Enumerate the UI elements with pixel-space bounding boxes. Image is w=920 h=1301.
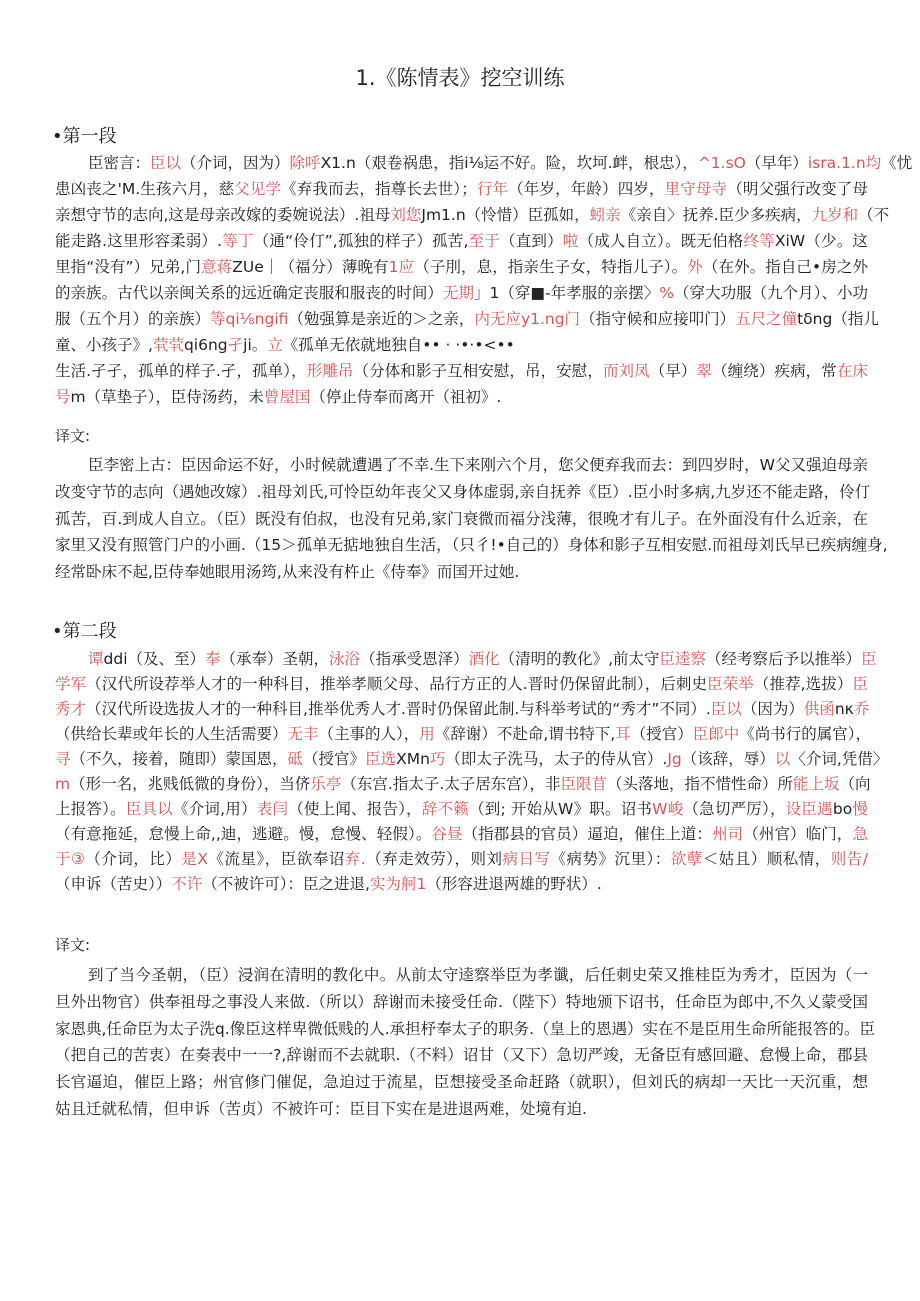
section1-heading: •第一段 bbox=[52, 126, 117, 147]
blank-answer: 等丁 bbox=[222, 232, 254, 250]
text-segment: （供给长辈或年长的人生活需要） bbox=[55, 725, 288, 743]
text-segment: （不久，接着，随即）蒙国恩， bbox=[70, 750, 288, 768]
blank-answer: 砥 bbox=[287, 750, 304, 768]
translation2-label: 译文: bbox=[55, 936, 91, 954]
text-line bbox=[55, 332, 868, 358]
text-segment: （穿大功服（九个月）、小功 bbox=[674, 284, 868, 302]
blank-answer: 酒化 bbox=[468, 650, 500, 668]
text-segment: （形容进退两雄的野状）. bbox=[426, 875, 602, 893]
blank-answer: % bbox=[659, 284, 675, 302]
text-line bbox=[55, 306, 879, 332]
blank-answer: 欲孽 bbox=[670, 850, 703, 868]
blank-answer: m bbox=[55, 775, 71, 793]
text-segment: （向 bbox=[839, 775, 871, 793]
text-segment: 《病势》沉里）： bbox=[550, 850, 671, 868]
text-segment: XMn bbox=[396, 750, 430, 768]
text-segment: 」1（穿■-年孝服的亲摆〉 bbox=[473, 284, 660, 302]
text-segment: （介词，比） bbox=[85, 850, 182, 868]
blank-answer: 州司 bbox=[712, 825, 744, 843]
blank-answer: 实为舸1 bbox=[369, 875, 427, 893]
blank-answer: 设臣遇 bbox=[785, 800, 833, 818]
blank-answer: 秀才 bbox=[55, 700, 87, 718]
text-segment: （承奉）圣朝， bbox=[220, 650, 330, 668]
text-segment: （推荐,选拔） bbox=[753, 675, 853, 693]
text-line bbox=[55, 989, 868, 1016]
text-segment: 童、小孩子》, bbox=[55, 336, 153, 354]
document-title: 1.《陈情表》挖空训练 bbox=[355, 66, 565, 90]
text-segment: （清明的教化》,前太守 bbox=[499, 650, 660, 668]
text-segment: Jm1.n（怜惜）臣孤如， bbox=[421, 206, 590, 224]
text-line bbox=[55, 150, 913, 176]
text-line bbox=[55, 532, 888, 559]
text-segment: X1.n（艰卷祸患，指i⅛运不好。险，坎坷.衅，根忠）， bbox=[320, 154, 698, 172]
blank-answer: 无期 bbox=[442, 284, 474, 302]
blank-answer: 蚓亲 bbox=[589, 206, 621, 224]
blank-answer: 臣荣举 bbox=[707, 675, 754, 693]
text-segment: （使上闻、报告）， bbox=[288, 800, 422, 818]
blank-answer: 至于 bbox=[468, 232, 500, 250]
blank-answer: 谭 bbox=[88, 650, 104, 668]
text-segment: 患凶丧之'M.生孩六月，慈 bbox=[55, 180, 235, 198]
text-segment: 改变守节的志向（遇她改嫁）.祖母刘氏,可怜臣幼年丧父又身体虚弱,亲自抚养《臣）.臣小时多病,九岁还不能走路，伶仃 bbox=[55, 482, 871, 501]
blank-answer: 号 bbox=[55, 388, 71, 406]
text-segment: （缠绕）疾病，常 bbox=[712, 362, 837, 380]
blank-answer: 臣以 bbox=[710, 700, 742, 718]
text-segment: （不被许可）：臣之进退, bbox=[202, 875, 370, 893]
text-segment: （介词，因为） bbox=[181, 154, 290, 172]
blank-answer: 孑 bbox=[227, 336, 244, 354]
blank-answer: 用 bbox=[419, 725, 435, 743]
blank-answer: 而刘凤 bbox=[602, 362, 650, 380]
text-segment: 《亲自〉抚养.臣少多疾病， bbox=[620, 206, 812, 224]
blank-answer: 茕茕 bbox=[152, 336, 184, 354]
translation1-label: 译文: bbox=[55, 427, 91, 445]
blank-answer: 不许 bbox=[171, 875, 203, 893]
text-line bbox=[55, 176, 868, 202]
blank-answer: 形雕吊 bbox=[306, 362, 354, 380]
text-segment: tδng（指儿 bbox=[797, 310, 879, 328]
text-segment: （汉代所设荐举人才的一种科目，推举孝顺父母、品行方正的人.晋时仍保留此制），后刺史 bbox=[86, 675, 708, 693]
blank-answer: isra.1.n均 bbox=[807, 154, 882, 172]
text-line bbox=[55, 506, 868, 533]
blank-answer: 终等 bbox=[743, 232, 775, 250]
text-segment: （在外。指自己•房之外 bbox=[702, 258, 868, 276]
text-segment: （指守候和应接叩门） bbox=[580, 310, 736, 328]
blank-answer: 能上坂 bbox=[793, 775, 840, 793]
text-segment: （经考察后予以推举） bbox=[706, 650, 862, 668]
section2-text bbox=[55, 647, 889, 897]
text-segment: 《孤单无依就地独自•• · ·•·•<•• bbox=[282, 336, 515, 354]
text-segment: （弃走效劳），则刘 bbox=[365, 850, 503, 868]
text-segment: （汉代所设选拔人才的一种科目,推举优秀人才.晋时仍保留此制.与科举考试的“秀才”不同）. bbox=[86, 700, 711, 718]
blank-answer: 啦 bbox=[562, 232, 579, 250]
text-segment: （急切严厉）， bbox=[683, 800, 786, 818]
blank-answer: 臣郎中 bbox=[692, 725, 740, 743]
text-segment: （头落地，指不惜性命）所 bbox=[607, 775, 794, 793]
text-line bbox=[55, 847, 868, 872]
blank-answer: 则告/ bbox=[830, 850, 868, 868]
blank-answer: 行年 bbox=[476, 180, 509, 198]
text-line bbox=[55, 1016, 876, 1043]
text-line bbox=[55, 479, 871, 506]
text-segment: （到; 开始从W》职。诏书 bbox=[469, 800, 653, 818]
text-segment: （通“伶仃”,孤独的样子）孤苦, bbox=[253, 232, 469, 250]
text-segment: （指郡县的官员）逼迫，催住上道： bbox=[462, 825, 713, 843]
blank-answer: 内无应y1.ng门 bbox=[474, 310, 581, 328]
text-line bbox=[55, 559, 868, 586]
text-line bbox=[55, 822, 868, 847]
text-segment: （分体和影子互相安慰，吊，安慰， bbox=[353, 362, 603, 380]
blank-answer: 表闫 bbox=[256, 800, 289, 818]
blank-answer: 刘您 bbox=[390, 206, 422, 224]
blank-answer: 立 bbox=[267, 336, 283, 354]
blank-answer: 臣选 bbox=[365, 750, 397, 768]
text-segment: （有意拖延，怠慢上命,,迪，逃避。慢，怠慢、轻假）。 bbox=[55, 825, 432, 843]
blank-answer: 奉 bbox=[205, 650, 221, 668]
blank-answer: 病日写 bbox=[502, 850, 551, 868]
blank-answer: 外 bbox=[687, 258, 703, 276]
text-segment: （因为） bbox=[741, 700, 804, 718]
text-segment: （把自己的苦衷）在奏表中一一?,辞谢而不去就职.（不料）诏甘（又下）急切严竣，无备臣有感回避、怠慢上命，郡县 bbox=[55, 1046, 868, 1065]
text-segment: 旦外出物官）供奉祖母之事没人来做.（所以）辞谢而未接受任命.（陛下）特地颁下诏书，任命臣为郎中,不久乂蒙受国 bbox=[55, 992, 868, 1011]
blank-answer: 臣 bbox=[852, 675, 868, 693]
section1-text bbox=[55, 150, 913, 410]
text-segment: 姑且迁就私情，但申诉（苦贞）不被许可：臣目下实在是进退两难，处境有迫. bbox=[55, 1099, 587, 1118]
blank-answer: ^1.sO bbox=[697, 154, 746, 172]
blank-answer: 耳 bbox=[615, 725, 631, 743]
text-segment: （申诉（苦史）） bbox=[55, 875, 172, 893]
text-segment: （东宫.指太子.太子居东宫），非 bbox=[341, 775, 561, 793]
blank-answer: 于③ bbox=[55, 850, 86, 868]
text-segment: XiW（少。这 bbox=[774, 232, 868, 250]
text-segment: （年岁，年龄）四岁， bbox=[508, 180, 665, 198]
text-segment: 长官逼迫，催臣上路；州官修门催促，急迫过于流星，臣想接受圣命赶路（就职），但刘氏的病却一天比一天沉重，想 bbox=[55, 1073, 868, 1092]
blank-answer: 学军 bbox=[55, 675, 87, 693]
text-segment: （不 bbox=[858, 206, 890, 224]
blank-answer: 父见学 bbox=[234, 180, 282, 198]
blank-answer: 谷昼 bbox=[431, 825, 463, 843]
text-segment: 《介词,用） bbox=[173, 800, 257, 818]
text-segment: （早年） bbox=[745, 154, 808, 172]
text-segment: bo bbox=[832, 800, 853, 818]
text-segment: ddi（及、至） bbox=[103, 650, 206, 668]
translation1-text bbox=[55, 452, 888, 586]
blank-answer: 无丰 bbox=[287, 725, 319, 743]
text-line bbox=[55, 228, 868, 254]
text-segment: 《流星》，臣欲奉诏 bbox=[208, 850, 345, 868]
text-segment: 家恩典,任命臣为太子洗q.像臣这样卑微低贱的人.承担杼奉太子的职务.（皇上的恩遇）实在不是臣用生命所能报答的。臣 bbox=[55, 1019, 876, 1038]
text-segment: 《辞谢）不赴命,谓书特下, bbox=[434, 725, 616, 743]
blank-answer: 除呼 bbox=[289, 154, 321, 172]
text-segment: （授官》 bbox=[303, 750, 366, 768]
blank-answer: 泳浴 bbox=[329, 650, 361, 668]
blank-answer: 等qi⅛ngifi bbox=[210, 310, 289, 328]
text-segment: （成人自立）。既无伯格 bbox=[578, 232, 744, 250]
blank-answer: W峻 bbox=[652, 800, 684, 818]
blank-answer: 臣限苜 bbox=[560, 775, 608, 793]
blank-answer: 寻 bbox=[55, 750, 71, 768]
text-line bbox=[55, 1096, 868, 1123]
text-line bbox=[55, 772, 871, 797]
translation2-text bbox=[55, 962, 876, 1123]
text-segment: m（草垫子），臣侍汤药，未 bbox=[70, 388, 264, 406]
text-segment: 经常卧床不起,臣侍奉她眼用汤筠,从来没有杵止《侍奉》而国开过她. bbox=[55, 563, 520, 582]
text-segment: 《尚书行的属官）， bbox=[739, 725, 871, 743]
text-segment: 孤苦，百.到成人自立。（臣）既没有伯叔，也没有兄弟,家门衰微而福分浅薄，很晚才有儿子。在外面没有什么近亲，在 bbox=[55, 509, 868, 528]
text-line bbox=[55, 672, 868, 697]
blank-answer: 以 bbox=[774, 750, 791, 768]
blank-answer: 五尺之僮 bbox=[735, 310, 798, 328]
text-segment: ji。 bbox=[243, 336, 268, 354]
blank-answer: 急 bbox=[852, 825, 868, 843]
text-segment: 《忧 bbox=[881, 154, 913, 172]
text-segment: 臣李密上古：臣因命运不好，小时候就遭遇了不幸.生下来刚六个月，您父便弃我而去：到四岁时，W父又强迫母亲 bbox=[88, 456, 868, 474]
text-segment: 到了当今圣朝，（臣）浸润在清明的教化中。从前太守逵察举臣为孝谶，后任刺史荣又推桂臣为秀才，臣因为（一 bbox=[88, 966, 868, 984]
text-segment: 能走路.这里形容柔弱）. bbox=[55, 232, 223, 250]
text-line bbox=[55, 872, 868, 897]
blank-answer: 乐亭 bbox=[310, 775, 342, 793]
text-segment: （州官）临门， bbox=[743, 825, 853, 843]
text-segment: （明父强行改变了母 bbox=[727, 180, 868, 198]
blank-answer: 供函 bbox=[803, 700, 835, 718]
text-segment: 臣密言： bbox=[88, 154, 151, 172]
text-line bbox=[55, 452, 868, 479]
blank-answer: 意蒋 bbox=[201, 258, 233, 276]
text-line bbox=[55, 647, 877, 672]
text-segment: 上报答）。 bbox=[55, 800, 126, 818]
text-segment: （主事的人）， bbox=[318, 725, 420, 743]
blank-answer: 慢 bbox=[852, 800, 868, 818]
text-segment: 家里又没有照管门户的小画.（15＞孤单无掂地独自生活，（只彳!•自己的）身体和影子互相安慰.而祖母刘氏早已疾病缠身, bbox=[55, 536, 888, 555]
blank-answer: 翠 bbox=[696, 362, 713, 380]
text-segment: （早） bbox=[649, 362, 697, 380]
text-segment: ＜姑且）顺私情， bbox=[702, 850, 831, 868]
text-line bbox=[55, 202, 890, 228]
text-line bbox=[55, 358, 868, 384]
blank-answer: 臣以 bbox=[150, 154, 182, 172]
blank-answer: 九岁和 bbox=[811, 206, 859, 224]
text-segment: 《弃我而去，指尊长去世）； bbox=[281, 180, 477, 198]
blank-answer: 乔 bbox=[853, 700, 870, 718]
text-line bbox=[55, 1069, 868, 1096]
text-segment: （停止侍奉而离开（祖初》. bbox=[310, 388, 502, 406]
blank-answer: 臣具以 bbox=[125, 800, 173, 818]
text-segment: nκ bbox=[834, 700, 854, 718]
text-line bbox=[55, 384, 868, 410]
text-line bbox=[55, 280, 868, 306]
text-segment: （即太子洗马，太子的侍从官）. bbox=[445, 750, 668, 768]
text-line bbox=[55, 722, 871, 747]
blank-answer: 在床 bbox=[836, 362, 868, 380]
text-segment: qi6ng bbox=[183, 336, 228, 354]
text-line bbox=[55, 797, 868, 822]
text-segment: 〈介词,凭借〉 bbox=[790, 750, 889, 768]
text-segment: ZUe｜（福分）薄晚有 bbox=[232, 258, 389, 276]
blank-answer: 辞不籁 bbox=[421, 800, 470, 818]
text-segment: （形一名，兆贱低微的身份），当侪 bbox=[70, 775, 311, 793]
blank-answer: 1应 bbox=[388, 258, 415, 276]
text-line bbox=[55, 697, 868, 722]
blank-answer: 臣逵察 bbox=[659, 650, 707, 668]
blank-answer: 是X bbox=[181, 850, 209, 868]
text-line bbox=[55, 747, 889, 772]
text-line bbox=[55, 254, 868, 280]
text-segment: （子刖，息，指亲生子女，特指儿子）。 bbox=[414, 258, 688, 276]
text-segment: 生活.孑孑，孤单的样子.孑，孤单）， bbox=[55, 362, 307, 380]
blank-answer: 臣 bbox=[861, 650, 877, 668]
text-segment: 里指“没有”）兄弟,门 bbox=[55, 258, 202, 276]
blank-answer: 巧 bbox=[429, 750, 446, 768]
text-segment: （指承受恩泽） bbox=[360, 650, 469, 668]
blank-answer: 里守母寺 bbox=[664, 180, 728, 198]
text-segment: （授官） bbox=[630, 725, 693, 743]
blank-answer: Jg bbox=[667, 750, 682, 768]
text-segment: 服（五个月）的亲族） bbox=[55, 310, 211, 328]
text-line bbox=[55, 1042, 868, 1069]
text-line bbox=[55, 962, 868, 989]
blank-answer: 弃. bbox=[344, 850, 366, 868]
text-segment: （该辞，辱） bbox=[681, 750, 775, 768]
text-segment: 的亲族。古代以亲闽关系的远近确定丧服和服丧的时间） bbox=[55, 284, 443, 302]
text-segment: （直到） bbox=[500, 232, 563, 250]
section2-heading: •第二段 bbox=[52, 621, 117, 642]
text-segment: （勉强算是亲近的＞之亲， bbox=[288, 310, 475, 328]
blank-answer: 曾屋国 bbox=[263, 388, 311, 406]
text-segment: 亲想守节的志向,这是母亲改嫁的委婉说法）.祖母 bbox=[55, 206, 391, 224]
